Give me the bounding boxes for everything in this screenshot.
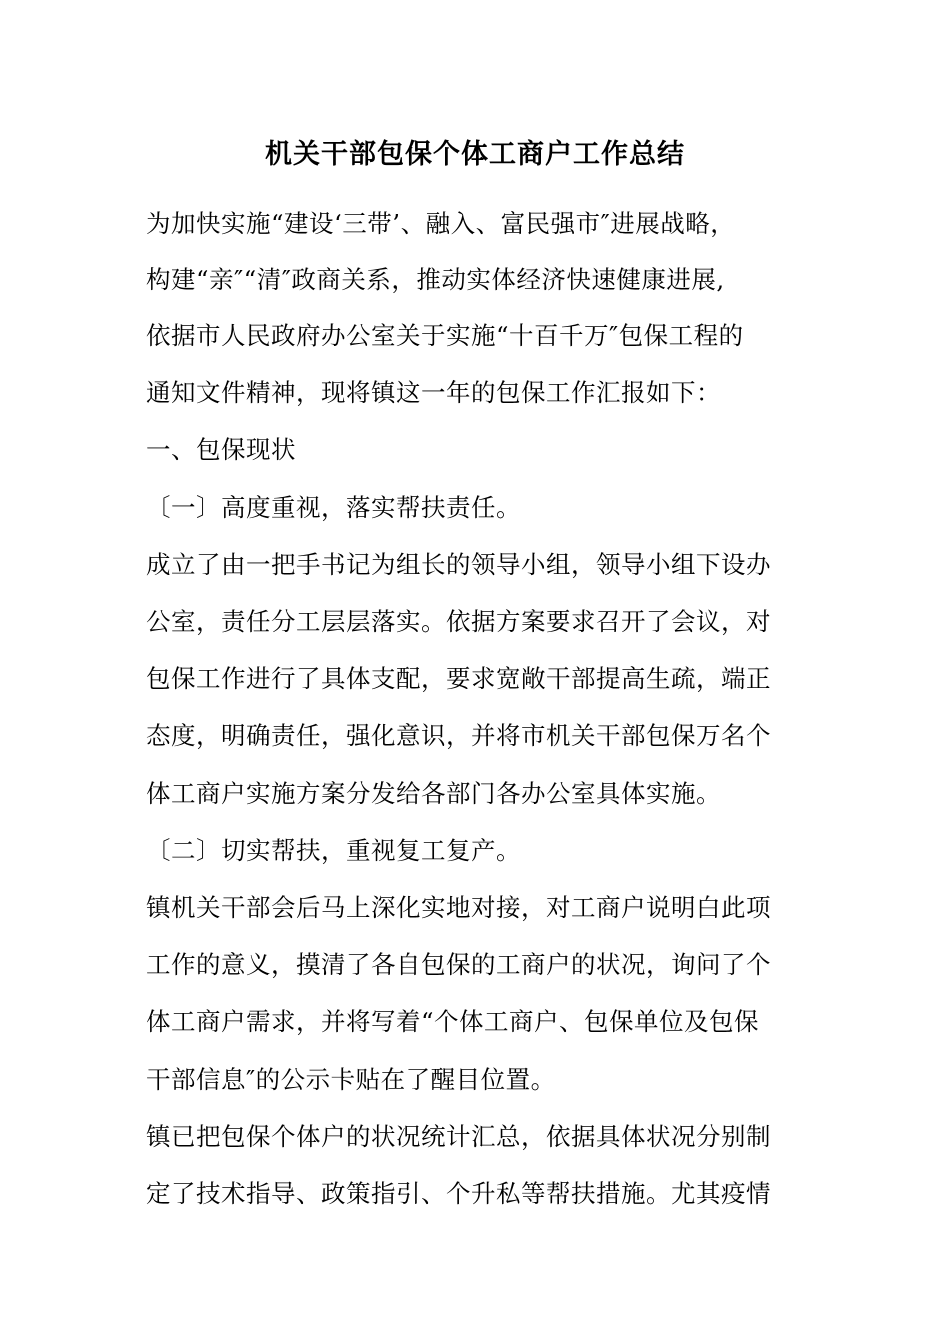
paragraph-line: 体工商户实施方案分发给各部门各办公室具体实施。 xyxy=(146,779,721,808)
paragraph-line: 包保工作进行了具体支配，要求宽敞干部提高生疏，端正 xyxy=(146,664,771,693)
paragraph-line: 构建“亲″“清″政商关系，推动实体经济快速健康进展, xyxy=(146,265,725,294)
paragraph-line: 定了技术指导、政策指引、个升私等帮扶措施。尤其疫情 xyxy=(146,1179,771,1208)
paragraph-line: 态度，明确责任，强化意识，并将市机关干部包保万名个 xyxy=(146,721,771,750)
paragraph-line: 为加快实施“建设‘三带’、融入、富民强市″进展战略， xyxy=(146,209,736,238)
paragraph-line: 通知文件精神，现将镇这一年的包保工作汇报如下： xyxy=(146,378,721,407)
section-heading: 一、包保现状 xyxy=(146,435,296,464)
paragraph-line: 公室，责任分工层层落实。依据方案要求召开了会议，对 xyxy=(146,607,771,636)
paragraph-line: 依据市人民政府办公室关于实施“十百千万″包保工程的 xyxy=(146,321,744,350)
document-title: 机关干部包保个体工商户工作总结 xyxy=(265,139,685,170)
paragraph-line: 体工商户需求，并将写着“个体工商户、包保单位及包保 xyxy=(146,1007,760,1036)
paragraph-line: 工作的意义，摸清了各自包保的工商户的状况，询问了个 xyxy=(146,950,771,979)
paragraph-line: 成立了由一把手书记为组长的领导小组，领导小组下设办 xyxy=(146,550,771,579)
paragraph-line: 镇机关干部会后马上深化实地对接，对工商户说明白此项 xyxy=(146,893,771,922)
subsection-heading: 〔一〕高度重视，落实帮扶责任。 xyxy=(146,493,521,522)
subsection-heading: 〔二〕切实帮扶，重视复工复产。 xyxy=(146,836,521,865)
paragraph-line: 镇已把包保个体户的状况统计汇总，依据具体状况分别制 xyxy=(146,1122,771,1151)
paragraph-line: 干部信息″的公示卡贴在了醒目位置。 xyxy=(146,1065,556,1094)
